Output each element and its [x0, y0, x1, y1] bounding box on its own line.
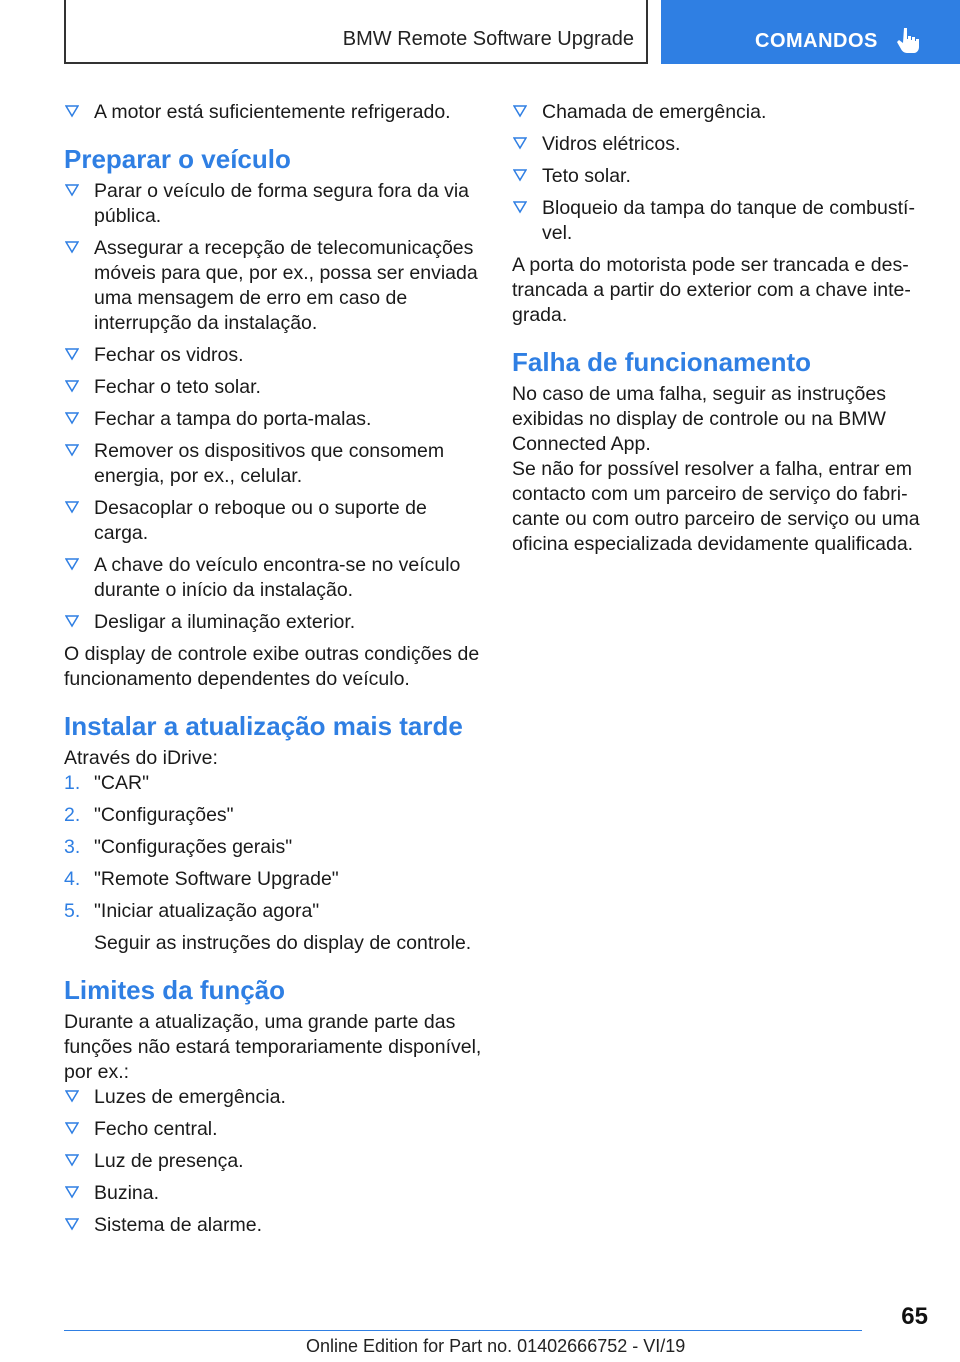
list-item-text: Luzes de emergência. — [94, 1086, 286, 1108]
step-number: 4. — [64, 868, 81, 890]
triangle-bullet-icon — [65, 1183, 79, 1199]
triangle-bullet-icon — [65, 345, 79, 361]
list-item — [64, 439, 482, 489]
list-item — [64, 1149, 482, 1174]
list-item — [512, 132, 930, 157]
triangle-bullet-icon — [65, 1215, 79, 1231]
list-item-text: Desacoplar o reboque ou o suporte de carga. — [94, 497, 427, 544]
list-item — [64, 610, 482, 635]
list-item — [64, 375, 482, 400]
step-text: "CAR" — [94, 772, 150, 794]
list-item-text: Desligar a iluminação exterior. — [94, 611, 356, 633]
triangle-bullet-icon — [65, 498, 79, 514]
list-item-text: Sistema de alarme. — [94, 1214, 262, 1236]
edition-text: Online Edition for Part no. 01402666752 - VI/19 — [306, 1336, 686, 1356]
list-item — [64, 343, 482, 368]
list-item-text: Assegurar a recepção de telecomunicações móveis para que, por ex., possa ser enviada uma mensagem de erro em caso de interrupção da instalação. — [94, 237, 478, 334]
left-column — [64, 100, 482, 1245]
list-item-text: Fechar a tampa do porta-malas. — [94, 408, 372, 430]
list-item-text: Teto solar. — [542, 165, 631, 187]
triangle-bullet-icon — [513, 198, 527, 214]
step-text: "Iniciar atualização agora" — [94, 900, 320, 922]
section-heading-failure: Falha de funcionamento — [512, 347, 812, 377]
triangle-bullet-icon — [65, 612, 79, 628]
list-item-text: Fecho central. — [94, 1118, 218, 1140]
list-item-text: Parar o veículo de forma segura fora da via pública. — [94, 180, 470, 227]
list-item — [64, 1213, 482, 1238]
section-heading-limits: Limites da função — [64, 975, 286, 1005]
limits-paragraph: Durante a atualização, uma grande parte das funções não estará temporariamente disponível, por ex.: — [64, 1011, 482, 1083]
list-item-text: A motor está suficientemente refrigerado. — [94, 101, 451, 123]
triangle-bullet-icon — [65, 555, 79, 571]
list-item-text: Vidros elétricos. — [542, 133, 681, 155]
list-item-text: Fechar o teto solar. — [94, 376, 261, 398]
step-item — [64, 899, 482, 924]
prepare-paragraph: O display de controle exibe outras condições de funcionamento dependentes do veículo. — [64, 643, 480, 690]
install-later-intro: Através do iDrive: — [64, 747, 218, 769]
list-item-text: A chave do veículo encontra-se no veículo durante o início da instalação. — [94, 554, 461, 601]
limits-list — [64, 1085, 482, 1238]
running-header — [64, 0, 648, 64]
triangle-bullet-icon — [65, 181, 79, 197]
triangle-bullet-icon — [65, 1151, 79, 1167]
list-item — [64, 1117, 482, 1142]
list-item — [64, 496, 482, 546]
section-heading-prepare: Preparar o veículo — [64, 144, 291, 174]
section-tab-label: COMANDOS — [755, 30, 878, 52]
step-item — [64, 803, 482, 828]
header-title: BMW Remote Software Upgrade — [342, 28, 634, 50]
right-column — [512, 100, 930, 557]
triangle-bullet-icon — [513, 102, 527, 118]
hand-pointer-icon — [895, 26, 921, 54]
right-list — [512, 100, 930, 246]
list-item-text: Buzina. — [94, 1182, 160, 1204]
list-item-text: Bloqueio da tampa do tanque de combustível. — [542, 197, 915, 244]
triangle-bullet-icon — [513, 134, 527, 150]
list-item-text: Remover os dispositivos que consomem energia, por ex., celular. — [94, 440, 445, 487]
triangle-bullet-icon — [65, 377, 79, 393]
failure-paragraph-2: Se não for possível resolver a falha, entrar em contacto com um parceiro de serviço do fabricante ou com outro parceiro de serviço ou uma oficina especializada devidamente qualificada. — [512, 458, 920, 555]
list-item — [512, 164, 930, 189]
step-text: "Configurações" — [94, 804, 234, 826]
footer-divider — [64, 1330, 862, 1331]
triangle-bullet-icon — [513, 166, 527, 182]
step-number: 2. — [64, 804, 81, 826]
list-item — [64, 1181, 482, 1206]
list-item-text: Luz de presença. — [94, 1150, 244, 1172]
list-item-text: Fechar os vidros. — [94, 344, 244, 366]
install-later-note: Seguir as instruções do display de controle. — [94, 932, 472, 954]
section-heading-install-later: Instalar a atualização mais tarde — [64, 711, 463, 741]
list-item — [64, 553, 482, 603]
triangle-bullet-icon — [65, 441, 79, 457]
step-number: 3. — [64, 836, 81, 858]
step-text: "Configurações gerais" — [94, 836, 293, 858]
prepare-list — [64, 179, 482, 635]
list-item — [64, 407, 482, 432]
driver-door-paragraph: A porta do motorista pode ser trancada e destrancada a partir do exterior com a chave integrada. — [512, 254, 911, 326]
step-item — [64, 835, 482, 860]
triangle-bullet-icon — [65, 238, 79, 254]
failure-paragraph-1: No caso de uma falha, seguir as instruções exibidas no display de controle ou na BMW Connected App. — [512, 383, 886, 455]
install-steps-list — [64, 771, 482, 924]
triangle-bullet-icon — [65, 1119, 79, 1135]
list-item — [64, 236, 482, 336]
list-item-text: Chamada de emergência. — [542, 101, 767, 123]
list-item — [64, 100, 482, 125]
step-item — [64, 867, 482, 892]
list-item — [64, 179, 482, 229]
step-number: 5. — [64, 900, 81, 922]
triangle-bullet-icon — [65, 1087, 79, 1103]
triangle-bullet-icon — [65, 409, 79, 425]
step-number: 1. — [64, 772, 81, 794]
section-tab — [661, 0, 960, 64]
list-item — [512, 100, 930, 125]
step-text: "Remote Software Upgrade" — [94, 868, 339, 890]
step-item — [64, 771, 482, 796]
page-number: 65 — [901, 1303, 928, 1330]
list-item — [64, 1085, 482, 1110]
triangle-bullet-icon — [65, 102, 79, 118]
list-item — [512, 196, 930, 246]
